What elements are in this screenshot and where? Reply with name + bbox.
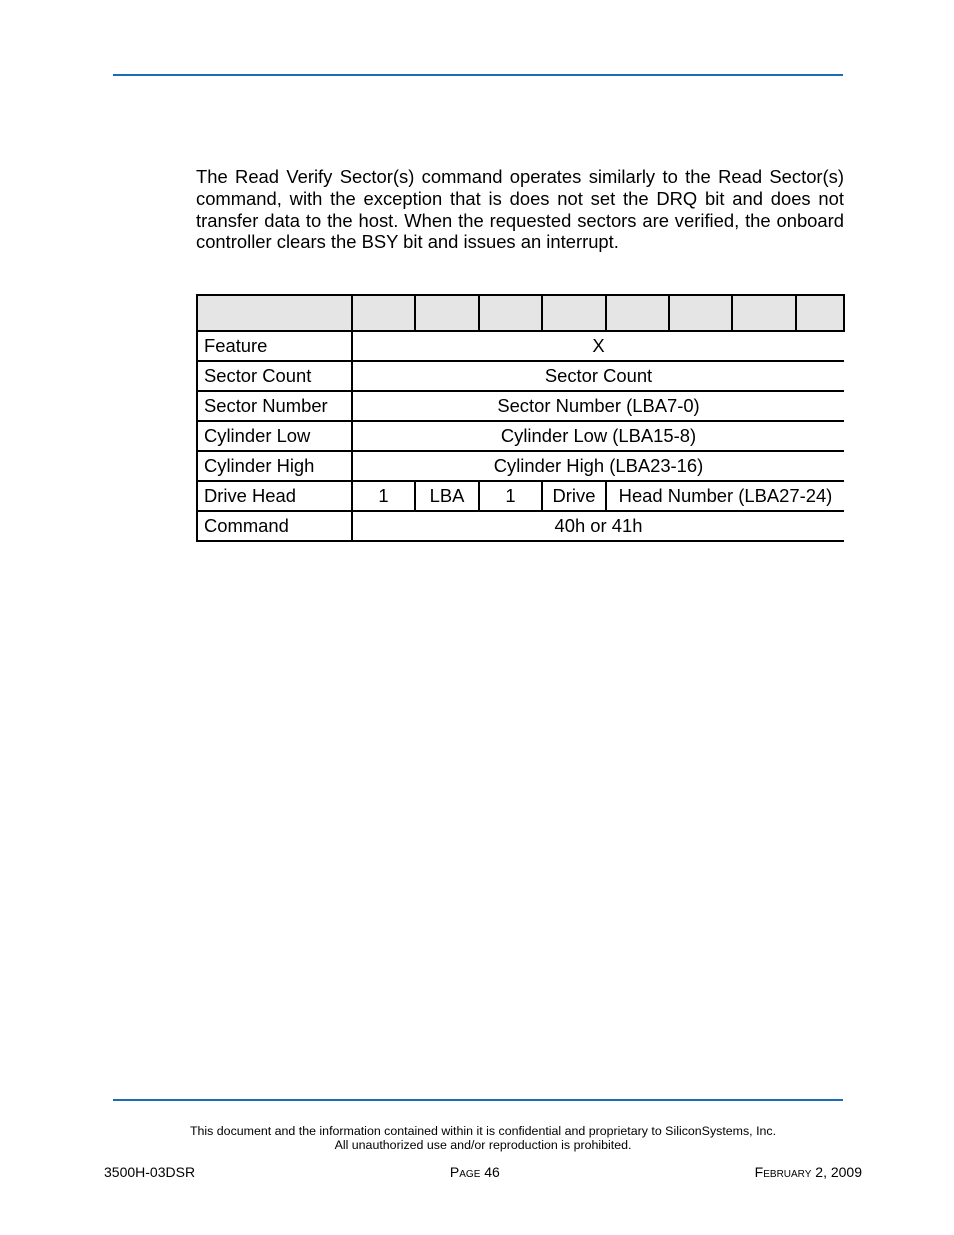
drive-head-bit5: 1 — [479, 481, 542, 511]
drive-head-bit7: 1 — [352, 481, 415, 511]
row-value: Cylinder High (LBA23-16) — [352, 451, 844, 481]
confidential-line-2: All unauthorized use and/or reproduction is prohibited. — [334, 1138, 632, 1152]
row-label: Sector Count — [197, 361, 352, 391]
row-value: Sector Number (LBA7-0) — [352, 391, 844, 421]
row-label: Cylinder High — [197, 451, 352, 481]
table-header-cell — [796, 295, 844, 331]
table-row-cylinder-low — [197, 421, 844, 451]
table-header-cell — [479, 295, 542, 331]
footer-page-number: Page 46 — [449, 1164, 500, 1180]
table-row-cylinder-high — [197, 451, 844, 481]
row-value: 40h or 41h — [352, 511, 844, 541]
row-value: Cylinder Low (LBA15-8) — [352, 421, 844, 451]
drive-head-drive: Drive — [542, 481, 606, 511]
table-row-sector-number — [197, 391, 844, 421]
confidential-line-1: This document and the information contained within it is confidential and proprietary to SiliconSystems, Inc. — [189, 1124, 777, 1138]
footer-date: February 2, 2009 — [754, 1164, 862, 1180]
table-row-feature — [197, 331, 844, 361]
table-header-cell — [542, 295, 606, 331]
command-register-table — [196, 294, 845, 542]
table-header-cell — [197, 295, 352, 331]
row-label: Command — [197, 511, 352, 541]
drive-head-head-number: Head Number (LBA27-24) — [606, 481, 844, 511]
table-header-row — [197, 295, 844, 331]
footer-confidential-notice — [113, 1124, 853, 1152]
table-header-cell — [352, 295, 415, 331]
table-header-cell — [606, 295, 669, 331]
footer-bottom-row — [104, 1164, 862, 1180]
table-header-cell — [669, 295, 732, 331]
row-label: Sector Number — [197, 391, 352, 421]
row-label: Cylinder Low — [197, 421, 352, 451]
table-row-sector-count — [197, 361, 844, 391]
table-row-command — [197, 511, 844, 541]
header-rule — [113, 74, 843, 76]
table-header-cell — [415, 295, 479, 331]
footer-rule — [113, 1099, 843, 1101]
command-description-paragraph: The Read Verify Sector(s) command operates similarly to the Read Sector(s) command, with the exception that is does not set the DRQ bit and does not transfer data to the host. When the requested sectors are verified, the onboard controller clears the BSY bit and issues an interrupt. — [196, 166, 844, 253]
row-label: Drive Head — [197, 481, 352, 511]
row-label: Feature — [197, 331, 352, 361]
drive-head-lba: LBA — [415, 481, 479, 511]
row-value: Sector Count — [352, 361, 844, 391]
table-header-cell — [732, 295, 796, 331]
footer-doc-id: 3500H-03DSR — [104, 1164, 196, 1180]
row-value: X — [352, 331, 844, 361]
table-row-drive-head — [197, 481, 844, 511]
